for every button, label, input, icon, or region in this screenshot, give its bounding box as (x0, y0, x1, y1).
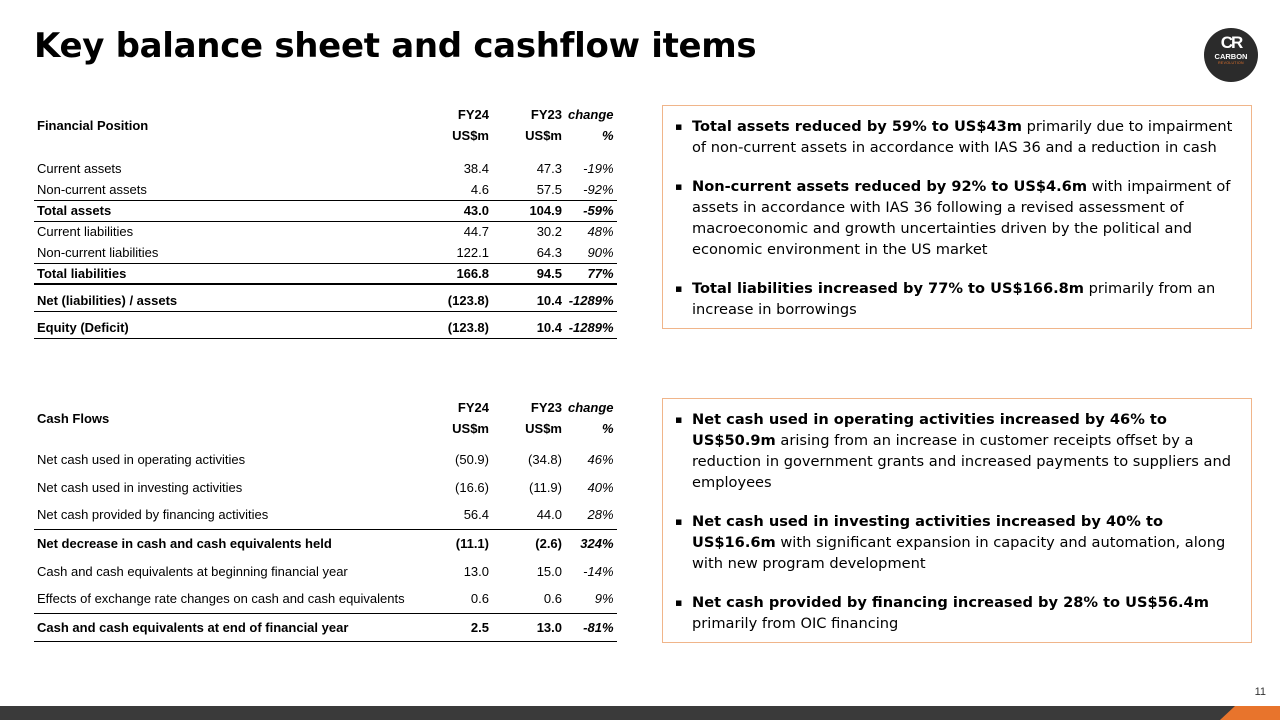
footer-accent (1220, 706, 1280, 720)
table-row-total (34, 529, 617, 557)
commentary-bold: Total assets reduced by 59% to US$43m (692, 118, 1022, 135)
row-fy23: (34.8) (528, 451, 562, 467)
row-change: -92% (583, 181, 614, 197)
row-label: Net cash used in investing activities (37, 479, 243, 495)
row-fy23: 13.0 (492, 613, 565, 641)
row-label: Net cash used in operating activities (37, 451, 246, 467)
row-fy23: (2.6) (492, 529, 565, 557)
row-fy24: 122.1 (456, 244, 489, 260)
row-fy24: (11.1) (419, 529, 492, 557)
row-fy23: 64.3 (536, 244, 562, 260)
commentary-text: with impairment of assets in accordance with IAS 36 following a revised assessment of macroeconomic and growth uncertainties driven by the political and economic environment in the US market (692, 178, 1231, 258)
logo-sub: REVOLUTION (1218, 61, 1244, 65)
table-header-row (34, 397, 617, 418)
row-label: Effects of exchange rate changes on cash and cash equivalents (37, 591, 405, 607)
row-fy24: 38.4 (463, 161, 489, 176)
row-fy24: 44.7 (463, 224, 489, 240)
row-fy23: 47.3 (536, 161, 562, 176)
row-fy24: 166.8 (419, 263, 492, 284)
row-fy24: (123.8) (419, 290, 492, 311)
row-change: 28% (587, 507, 614, 523)
table-row (34, 179, 617, 200)
row-fy23: 10.4 (492, 317, 565, 338)
header-col3: change (568, 400, 614, 415)
header-unit1: US$m (452, 421, 489, 436)
commentary-item (675, 278, 1239, 320)
table-row-total (34, 613, 617, 641)
commentary-text: arising from an increase in customer receipts offset by a reduction in government grants and increased payments to suppliers and employees (692, 432, 1231, 491)
row-fy23: 57.5 (536, 181, 562, 197)
table-row (34, 473, 617, 501)
row-label: Total assets (34, 200, 419, 221)
row-fy24: 13.0 (463, 563, 489, 579)
row-fy23: 10.4 (492, 290, 565, 311)
table-row-net (34, 290, 617, 311)
table-row (34, 445, 617, 473)
page-title: Key balance sheet and cashflow items (34, 26, 757, 66)
row-fy23: 104.9 (492, 200, 565, 221)
row-label: Net cash provided by financing activities (37, 507, 269, 523)
bullet-icon: ▪ (675, 282, 683, 295)
header-label: Cash Flows (37, 410, 110, 426)
commentary-text: primarily from an increase in borrowings (692, 280, 1216, 318)
header-label: Financial Position (37, 117, 149, 133)
header-unit3: % (601, 421, 614, 436)
commentary-item (675, 592, 1239, 634)
row-change: -81% (565, 613, 617, 641)
row-change: 324% (565, 529, 617, 557)
row-fy24: 56.4 (463, 507, 489, 523)
header-unit2: US$m (525, 421, 562, 436)
row-fy24: 0.6 (470, 591, 489, 607)
table-row (34, 557, 617, 585)
page-number: 11 (1254, 686, 1266, 698)
row-label: Non-current liabilities (37, 244, 159, 260)
row-change: -59% (565, 200, 617, 221)
header-col1: FY24 (457, 107, 489, 122)
bullet-icon: ▪ (675, 413, 683, 426)
row-change: 77% (565, 263, 617, 284)
row-change: -14% (583, 563, 614, 579)
row-fy23: 44.0 (536, 507, 562, 523)
table-row-equity (34, 317, 617, 338)
commentary-item (675, 116, 1239, 158)
commentary-bold: Net cash used in investing activities increased by 40% to US$16.6m (692, 513, 1163, 551)
commentary-text: primarily from OIC financing (692, 615, 899, 632)
row-label: Non-current assets (37, 181, 147, 197)
row-label: Current liabilities (37, 224, 134, 240)
table-row (34, 501, 617, 529)
table-header-row (34, 104, 617, 125)
row-change: -19% (583, 161, 614, 176)
commentary-bold: Net cash used in operating activities increased by 46% to US$50.9m (692, 411, 1167, 449)
table-row (34, 221, 617, 242)
commentary-bold: Non-current assets reduced by 92% to US$4.6m (692, 178, 1088, 195)
header-col2: FY23 (530, 107, 562, 122)
row-change: -1289% (565, 290, 617, 311)
row-label: Net (liabilities) / assets (34, 290, 419, 311)
row-label: Cash and cash equivalents at beginning financial year (37, 563, 348, 579)
row-fy24: (50.9) (455, 451, 489, 467)
bullet-icon: ▪ (675, 596, 683, 609)
header-unit3: % (601, 128, 614, 143)
commentary-item (675, 409, 1239, 493)
commentary-item (675, 511, 1239, 574)
row-fy23: 0.6 (543, 591, 562, 607)
header-col2: FY23 (530, 400, 562, 415)
row-change: -1289% (565, 317, 617, 338)
bullet-icon: ▪ (675, 515, 683, 528)
commentary-bold: Total liabilities increased by 77% to US$166.8m (692, 280, 1085, 297)
table-row (34, 158, 617, 179)
row-label: Net decrease in cash and cash equivalents held (34, 529, 419, 557)
commentary-text: primarily due to impairment of non-current assets in accordance with IAS 36 and a reduction in cash (692, 118, 1233, 156)
cash-flows-table (34, 397, 617, 642)
row-label: Cash and cash equivalents at end of financial year (34, 613, 419, 641)
row-fy23: 15.0 (536, 563, 562, 579)
commentary-text: with significant expansion in capacity and automation, along with new program development (692, 534, 1226, 572)
row-change: 46% (587, 451, 614, 467)
carbon-revolution-logo (1204, 28, 1258, 82)
row-fy23: 30.2 (536, 224, 562, 240)
row-fy24: (123.8) (419, 317, 492, 338)
row-change: 90% (587, 244, 614, 260)
logo-mark: CR (1220, 33, 1242, 52)
logo-word: CARBON (1214, 52, 1248, 61)
footer-bar (0, 706, 1280, 720)
row-fy23: (11.9) (529, 479, 562, 495)
table-row-total (34, 200, 617, 221)
header-col1: FY24 (457, 400, 489, 415)
financial-position-table (34, 104, 617, 339)
header-unit1: US$m (452, 128, 489, 143)
cashflow-commentary-box (662, 398, 1252, 643)
row-fy24: 43.0 (419, 200, 492, 221)
spacer-row (34, 146, 617, 158)
table-row-total (34, 263, 617, 284)
row-label: Current assets (37, 161, 122, 176)
bullet-icon: ▪ (675, 120, 683, 133)
balance-commentary-box (662, 105, 1252, 329)
row-change: 40% (587, 479, 614, 495)
row-change: 9% (594, 591, 614, 607)
table-row (34, 585, 617, 613)
commentary-bold: Net cash provided by financing increased by 28% to US$56.4m (692, 594, 1209, 611)
commentary-item (675, 176, 1239, 260)
header-unit2: US$m (525, 128, 562, 143)
table-row (34, 242, 617, 263)
row-label: Total liabilities (34, 263, 419, 284)
row-fy24: 4.6 (470, 181, 489, 197)
row-fy24: (16.6) (455, 479, 489, 495)
row-fy23: 94.5 (492, 263, 565, 284)
row-label: Equity (Deficit) (34, 317, 419, 338)
bullet-icon: ▪ (675, 180, 683, 193)
header-col3: change (568, 107, 614, 122)
row-change: 48% (587, 224, 614, 240)
row-fy24: 2.5 (419, 613, 492, 641)
